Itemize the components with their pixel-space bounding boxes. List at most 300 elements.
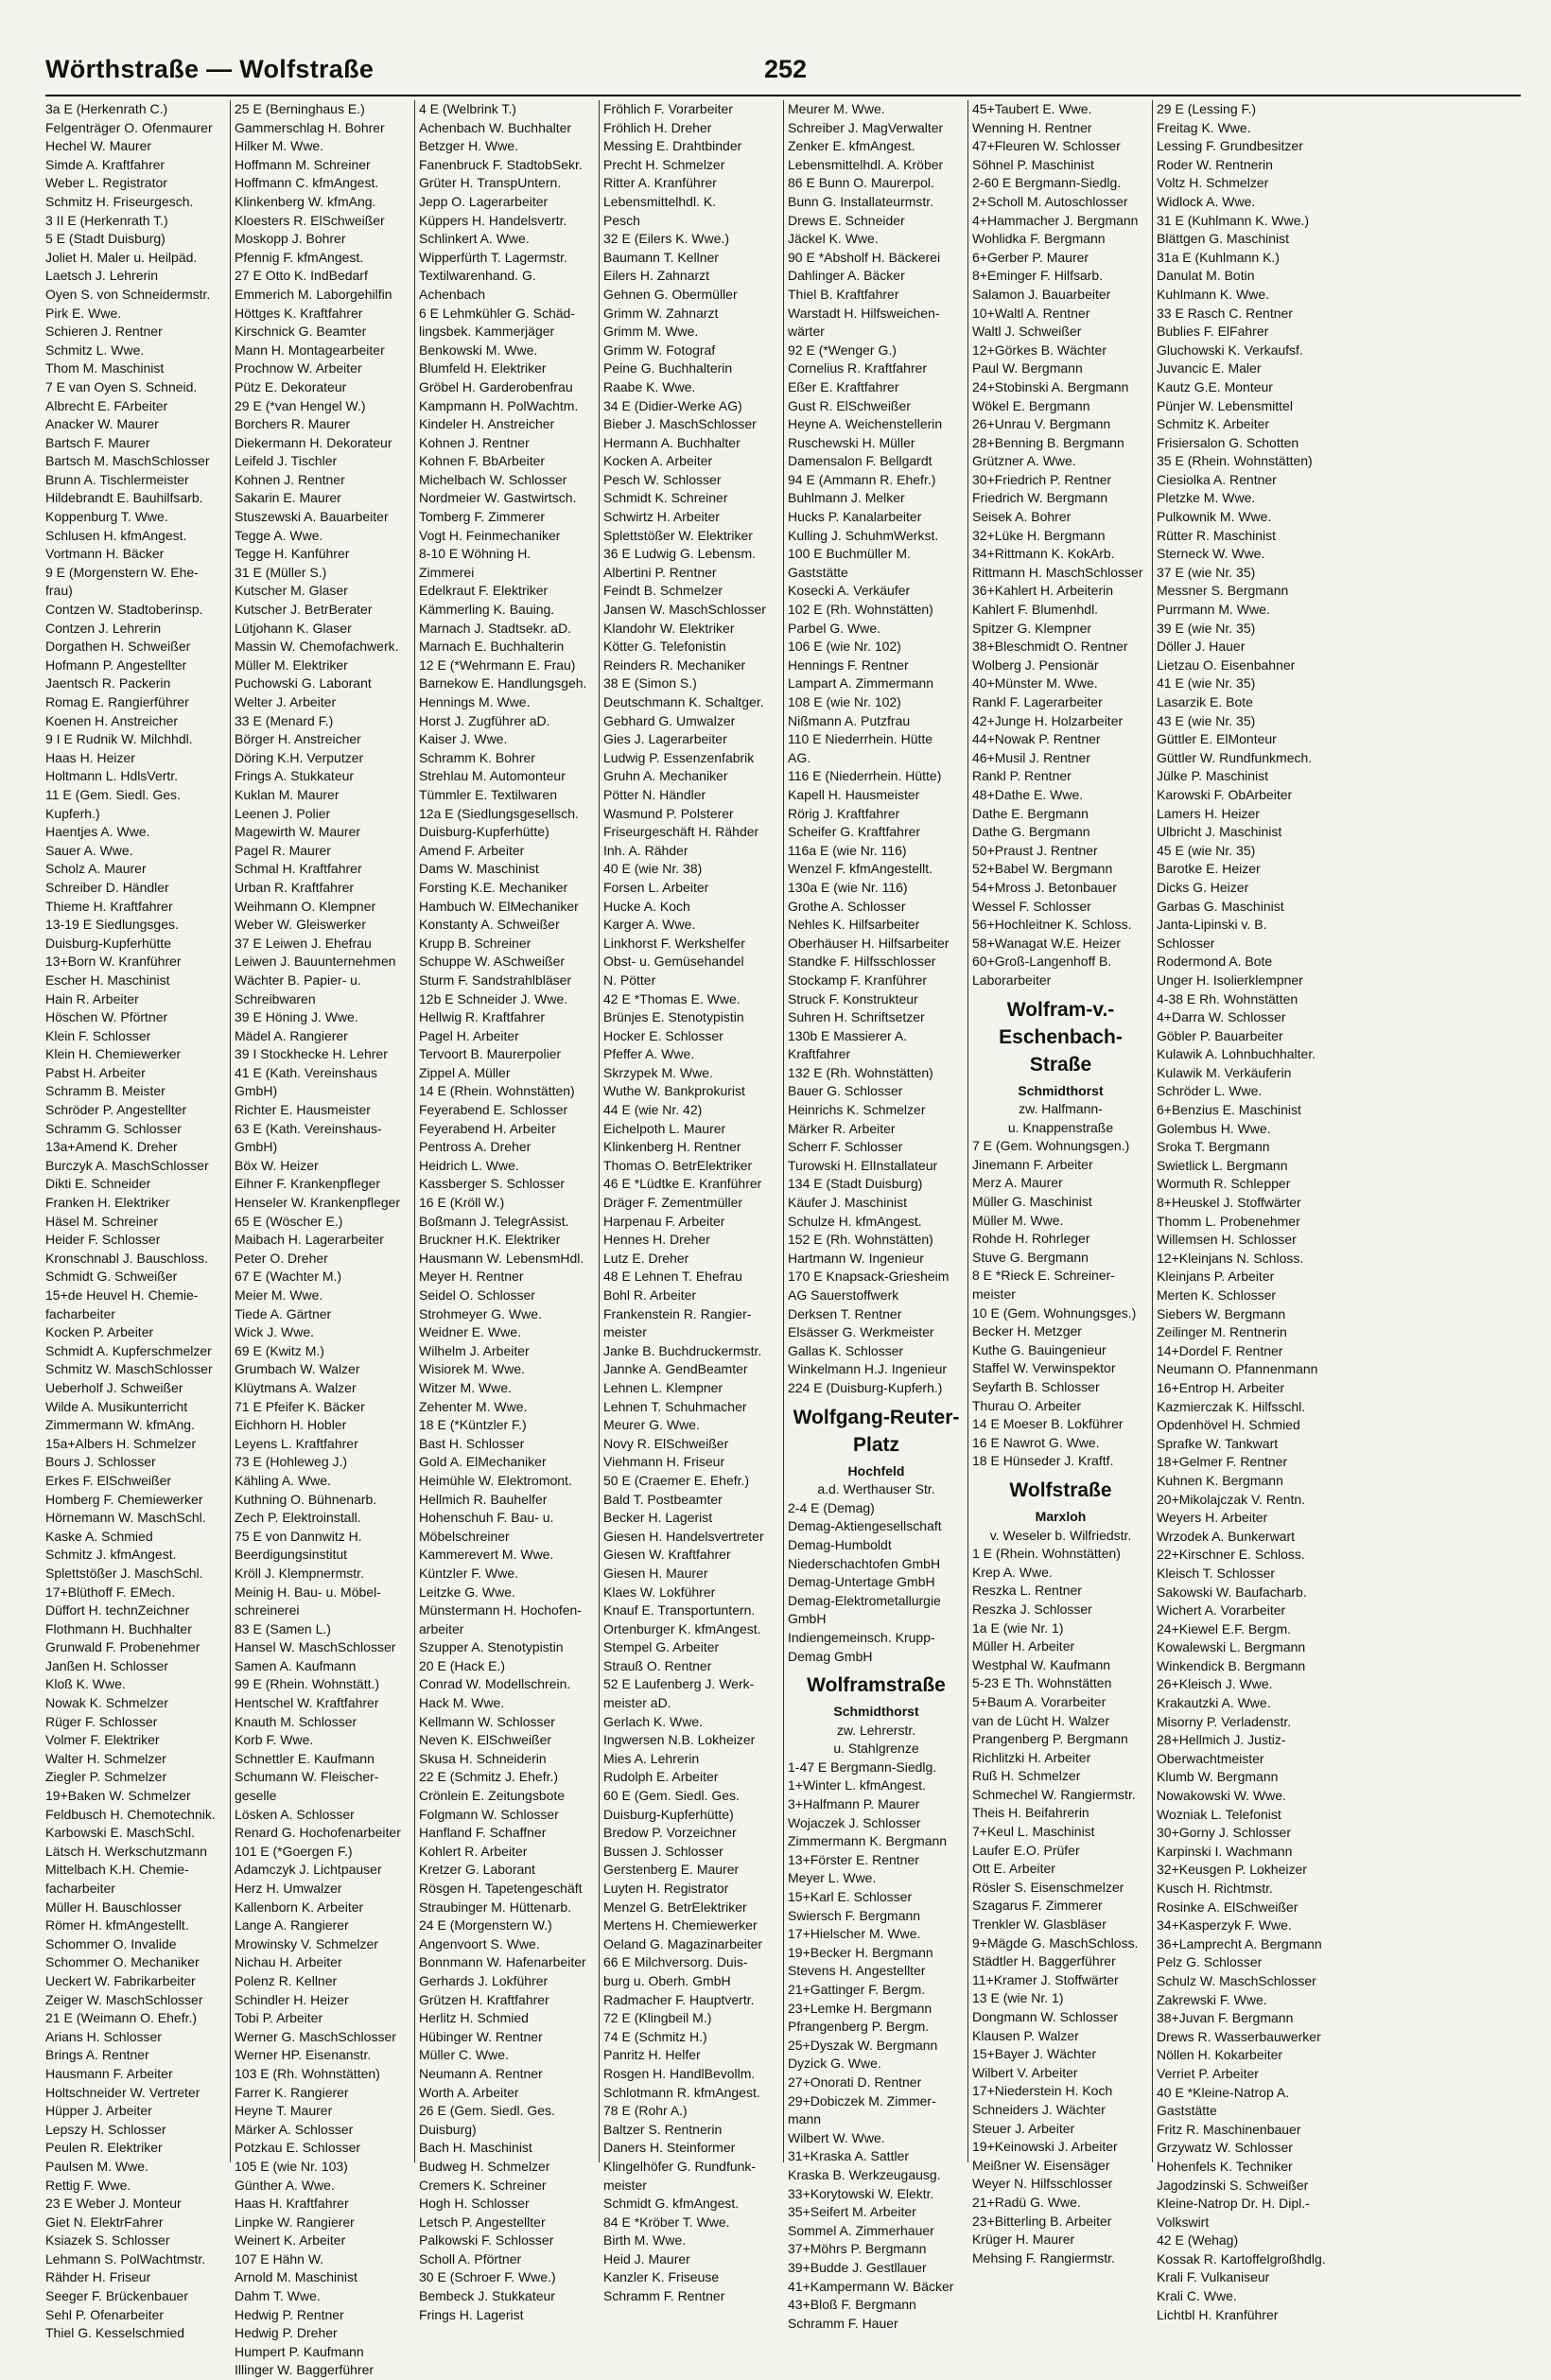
directory-entry: arbeiter — [419, 1620, 464, 1636]
directory-entry: Strohmeyer G. Wwe. — [419, 1305, 542, 1321]
directory-entry: Haas H. Heizer — [45, 749, 135, 765]
directory-entry: Weyer N. Hilfsschlosser — [972, 2176, 1113, 2192]
directory-entry: Luyten H. Registrator — [603, 1881, 729, 1896]
directory-entry: Kazmierczak K. Hilfsschl. — [1157, 1398, 1306, 1414]
directory-entry: Zimmerei — [419, 564, 475, 580]
directory-entry: Kohnen J. Rentner — [235, 471, 345, 487]
directory-entry: 18 E (*Küntzler F.) — [419, 1417, 527, 1433]
directory-entry: Budweg H. Schmelzer — [419, 2158, 550, 2174]
directory-entry: Grimm W. Zahnarzt — [603, 305, 719, 321]
directory-entry: Grimm W. Fotograf — [603, 341, 716, 358]
directory-entry: Klumb W. Bergmann — [1157, 1769, 1279, 1785]
directory-entry: Bast H. Schlosser — [419, 1435, 525, 1451]
directory-entry: Frings H. Lagerist — [419, 2306, 524, 2322]
directory-entry: Hucks P. Kanalarbeiter — [788, 509, 922, 525]
directory-entry: Wormuth R. Schlepper — [1157, 1176, 1291, 1192]
directory-entry: Schneiders J. Wächter — [972, 2101, 1106, 2117]
directory-entry: Holtschneider W. Vertreter — [45, 2084, 200, 2100]
directory-entry: Ingwersen N.B. Lokheizer — [603, 1732, 756, 1748]
directory-entry: Schlosser — [1157, 935, 1215, 951]
directory-entry: Römer H. kfmAngestellt. — [45, 1917, 189, 1934]
directory-entry: Eßer E. Kraftfahrer — [788, 378, 899, 394]
directory-entry: 19+Becker H. Bergmann — [788, 1944, 933, 1960]
directory-entry: 1a E (wie Nr. 1) — [972, 1619, 1064, 1636]
directory-entry: Arnold M. Maschinist — [235, 2269, 357, 2285]
directory-entry: Neumann A. Rentner — [419, 2065, 543, 2081]
directory-entry: Bartsch M. MaschSchlosser — [45, 453, 210, 469]
directory-entry: 105 E (wie Nr. 103) — [235, 2158, 348, 2174]
directory-entry: meister — [972, 1286, 1016, 1303]
directory-entry: Schramm F. Rentner — [603, 2288, 725, 2304]
header-rule — [45, 95, 1521, 96]
directory-entry: Gold A. ElMechaniker — [419, 1454, 547, 1470]
directory-entry: Bembeck J. Stukkateur — [419, 2288, 555, 2304]
directory-entry: 3+Halfmann P. Maurer — [788, 1796, 920, 1812]
directory-entry: 5+Baum A. Vorarbeiter — [972, 1693, 1107, 1709]
directory-entry: 23+Bitterling B. Arbeiter — [972, 2213, 1112, 2229]
directory-entry: Grützner A. Wwe. — [972, 453, 1076, 469]
directory-entry: Reszka J. Schlosser — [972, 1601, 1092, 1617]
directory-entry: Weyers H. Arbeiter — [1157, 1510, 1268, 1526]
directory-entry: Puchowski G. Laborant — [235, 675, 372, 691]
directory-entry: 24+Kiewel E.F. Bergm. — [1157, 1620, 1292, 1636]
directory-entry: Kutscher J. BetrBerater — [235, 602, 373, 618]
directory-entry: Niederschachtofen GmbH — [788, 1555, 941, 1571]
directory-entry: 58+Wanagat W.E. Heizer — [972, 935, 1122, 951]
directory-entry: 38+Bleschmidt O. Rentner — [972, 639, 1128, 655]
directory-entry: 36 E Ludwig G. Lebensm. — [603, 546, 757, 562]
directory-entry: Weidner E. Wwe. — [419, 1324, 521, 1340]
directory-entry: Potzkau E. Schlosser — [235, 2140, 361, 2156]
directory-entry: Ritter A. Kranführer — [603, 175, 717, 191]
directory-entry: Kuthe G. Bauingenieur — [972, 1341, 1107, 1357]
directory-entry: Garbas G. Maschinist — [1157, 898, 1284, 914]
directory-entry: Contzen J. Lehrerin — [45, 620, 162, 636]
directory-entry: Wilde A. Musikunterricht — [45, 1398, 188, 1414]
directory-entry: Reinders R. Mechaniker — [603, 656, 746, 673]
directory-entry: 15+Bayer J. Wächter — [972, 2046, 1097, 2062]
directory-entry: Wilbert W. Wwe. — [788, 2129, 885, 2145]
directory-entry: Koppenburg T. Wwe. — [45, 509, 168, 525]
directory-entry: Ulbricht J. Maschinist — [1157, 824, 1282, 840]
directory-entry: Eilers H. Zahnarzt — [603, 268, 710, 284]
directory-entry: Mittelbach K.H. Chemie- — [45, 1862, 189, 1878]
directory-entry: Michelbach W. Schlosser — [419, 471, 567, 487]
directory-entry: Tümmler E. Textilwaren — [419, 786, 558, 802]
directory-entry: Salamon J. Bauarbeiter — [972, 286, 1111, 302]
directory-entry: Werner G. MaschSchlosser — [235, 2028, 396, 2044]
directory-entry: Samen A. Kaufmann — [235, 1657, 357, 1673]
directory-entry: Müller M. Wwe. — [972, 1212, 1064, 1228]
directory-entry: Farrer K. Rangierer — [235, 2084, 349, 2100]
directory-entry: Pötter N. Händler — [603, 786, 706, 802]
directory-entry: Schnettler E. Kaufmann — [235, 1750, 375, 1766]
directory-entry: 44+Nowak P. Rentner — [972, 731, 1101, 747]
directory-entry: Münstermann H. Hochofen- — [419, 1602, 582, 1619]
directory-entry: Lebensmittelhdl. K. — [603, 193, 717, 209]
directory-entry: Rüger F. Schlosser — [45, 1713, 158, 1729]
directory-entry: 35 E (Rhein. Wohnstätten) — [1157, 453, 1313, 469]
directory-entry: Heyne A. Weichenstellerin — [788, 416, 943, 432]
directory-entry: Szupper A. Stenotypistin — [419, 1639, 564, 1655]
directory-entry: 116a E (wie Nr. 116) — [788, 842, 907, 858]
directory-entry: Kupferh.) — [45, 805, 100, 821]
directory-entry: 4+Hammacher J. Bergmann — [972, 212, 1139, 228]
directory-entry: Borchers R. Maurer — [235, 416, 351, 432]
directory-entry: 40+Münster M. Wwe. — [972, 675, 1098, 691]
directory-entry: Rittmann H. MaschSchlosser — [972, 564, 1143, 580]
directory-entry: 35+Seifert M. Arbeiter — [788, 2204, 916, 2220]
directory-entry: 116 E (Niederrhein. Hütte) — [788, 768, 942, 784]
directory-entry: Urban R. Kraftfahrer — [235, 879, 355, 895]
directory-entry: 8-10 E Wöhning H. — [419, 546, 532, 562]
directory-entry: Schmitz J. kfmAngest. — [45, 1547, 177, 1563]
directory-entry: Struck F. Konstrukteur — [788, 990, 918, 1006]
street-location-note: u. Stahlgrenze — [833, 1741, 919, 1757]
directory-entry: Pagel H. Arbeiter — [419, 1027, 519, 1043]
directory-entry: 8 E *Rieck E. Schreiner- — [972, 1268, 1115, 1284]
directory-entry: 152 E (Rh. Wohnstätten) — [788, 1232, 933, 1248]
directory-entry: 15+de Heuvel H. Chemie- — [45, 1287, 199, 1303]
directory-entry: 71 E Pfeifer K. Bäcker — [235, 1398, 365, 1414]
directory-entry: Rohde H. Rohrleger — [972, 1231, 1090, 1247]
directory-entry: 9 E (Morgenstern W. Ehe- — [45, 564, 199, 580]
directory-entry: Schmidt G. Schweißer — [45, 1269, 178, 1285]
directory-entry: Klüytmans A. Walzer — [235, 1379, 357, 1395]
directory-entry: Gies J. Lagerarbeiter — [603, 731, 727, 747]
directory-entry: Hain R. Arbeiter — [45, 990, 139, 1006]
directory-entry: Widlock A. Wwe. — [1157, 193, 1256, 209]
directory-entry: Güttler W. Rundfunkmech. — [1157, 749, 1313, 765]
directory-entry: Haas H. Kraftfahrer — [235, 2196, 349, 2212]
directory-entry: Stockamp F. Kranführer — [788, 971, 928, 988]
directory-entry: Benkowski M. Wwe. — [419, 341, 538, 358]
directory-entry: Drews R. Wasserbauwerker — [1157, 2028, 1321, 2044]
directory-entry: Thomas O. BetrElektriker — [603, 1157, 753, 1173]
directory-entry: Gust R. ElSchweißer — [788, 397, 911, 413]
directory-entry: Forsen L. Arbeiter — [603, 879, 709, 895]
directory-entry: Bieber J. MaschSchlosser — [603, 416, 757, 432]
directory-entry: Eichelpoth L. Maurer — [603, 1120, 726, 1136]
directory-entry: Ueberholf J. Schweißer — [45, 1379, 183, 1395]
directory-entry: 30+Gorny J. Schlosser — [1157, 1825, 1292, 1841]
directory-entry: Beerdigungsinstitut — [235, 1547, 348, 1563]
directory-entry: Mrowinsky V. Schmelzer — [235, 1935, 378, 1951]
directory-entry: 40 E (wie Nr. 38) — [603, 861, 703, 877]
directory-entry: 30 E (Schroer F. Wwe.) — [419, 2269, 556, 2285]
directory-entry: Renard G. Hochofenarbeiter — [235, 1825, 401, 1841]
directory-entry: Leiwen J. Bauunternehmen — [235, 954, 396, 970]
directory-entry: Thiel G. Kesselschmied — [45, 2325, 185, 2341]
directory-entry: 28+Benning B. Bergmann — [972, 434, 1124, 450]
directory-entry: Ruschewski H. Müller — [788, 434, 915, 450]
directory-entry: Skrzypek M. Wwe. — [603, 1064, 713, 1080]
directory-entry: Kraska B. Werkzeugausg. — [788, 2166, 941, 2182]
directory-entry: 74 E (Schmitz H.) — [603, 2028, 707, 2044]
directory-entry: 22 E (Schmitz J. Ehefr.) — [419, 1769, 559, 1785]
directory-entry: Spitzer G. Klempner — [972, 620, 1092, 636]
directory-entry: Paul W. Bergmann — [972, 360, 1083, 376]
directory-entry: Lampart A. Zimmermann — [788, 675, 934, 691]
directory-entry: 18 E Hünseder J. Kraftf. — [972, 1453, 1114, 1469]
directory-entry: 107 E Hähn W. — [235, 2250, 324, 2266]
directory-entry: Meurer M. Wwe. — [788, 101, 885, 116]
directory-entry: Szagarus F. Zimmerer — [972, 1898, 1103, 1914]
directory-entry: Weinert K. Arbeiter — [235, 2232, 346, 2249]
directory-entry: Wuthe W. Bankprokurist — [603, 1083, 745, 1099]
directory-entry: Neven K. ElSchweißer — [419, 1732, 552, 1748]
directory-entry: 66 E Milchversorg. Duis- — [603, 1954, 748, 1970]
column-5 — [783, 100, 967, 2331]
directory-entry: Thomm L. Probenehmer — [1157, 1213, 1300, 1229]
directory-entry: Merten K. Schlosser — [1157, 1287, 1277, 1303]
directory-entry: Schindler H. Heizer — [235, 1991, 349, 2007]
directory-entry: Karowski F. ObArbeiter — [1157, 786, 1293, 802]
directory-entry: Henseler W. Krankenpfleger — [235, 1195, 401, 1211]
directory-entry: 37 E Leiwen J. Ehefrau — [235, 935, 372, 951]
directory-entry: Schramm B. Meister — [45, 1083, 166, 1099]
directory-entry: Giesen H. Maurer — [603, 1565, 708, 1581]
directory-entry: Pünjer W. Lebensmittel — [1157, 397, 1293, 413]
directory-entry: 31 E (Kuhlmann K. Wwe.) — [1157, 212, 1310, 228]
directory-entry: Märker A. Schlosser — [235, 2121, 354, 2137]
directory-entry: Meier M. Wwe. — [235, 1287, 323, 1303]
directory-entry: 92 E (*Wenger G.) — [788, 341, 897, 358]
directory-entry: Wichert A. Vorarbeiter — [1157, 1602, 1286, 1619]
directory-entry: Kronschnabl J. Bauschloss. — [45, 1250, 208, 1266]
directory-entry: 43 E (wie Nr. 35) — [1157, 712, 1256, 728]
directory-entry: Fröhlich F. Vorarbeiter — [603, 101, 733, 116]
directory-entry: Sakarin E. Maurer — [235, 490, 341, 506]
directory-entry: 23+Lemke H. Bergmann — [788, 2000, 932, 2016]
directory-entry: Feyerabend H. Arbeiter — [419, 1120, 556, 1136]
directory-entry: Kloß K. Wwe. — [45, 1676, 126, 1692]
directory-entry: 48 E Lehnen T. Ehefrau — [603, 1269, 742, 1285]
directory-entry: 43+Bloß F. Bergmann — [788, 2297, 916, 2313]
directory-entry: Thurau O. Arbeiter — [972, 1397, 1082, 1413]
directory-entry: Dathe G. Bergmann — [972, 824, 1090, 840]
directory-entry: Karbowski E. MaschSchl. — [45, 1825, 195, 1841]
directory-entry: Klinkenberg H. Rentner — [603, 1139, 741, 1155]
directory-entry: Derksen T. Rentner — [788, 1305, 902, 1321]
column-4 — [599, 100, 783, 2304]
directory-entry: 32+Keusgen P. Lokheizer — [1157, 1862, 1307, 1878]
directory-entry: 31a E (Kuhlmann K.) — [1157, 249, 1280, 265]
directory-entry: Hermann A. Buchhalter — [603, 434, 741, 450]
directory-entry: 65 E (Wöscher E.) — [235, 1213, 343, 1229]
directory-entry: Dahm T. Wwe. — [235, 2288, 321, 2304]
directory-entry: Peter O. Dreher — [235, 1250, 328, 1266]
directory-entry: 102 E (Rh. Wohnstätten) — [788, 602, 933, 618]
directory-entry: Haentjes A. Wwe. — [45, 824, 150, 840]
directory-entry: Kanzler K. Friseuse — [603, 2269, 720, 2285]
directory-entry: 12b E Schneider J. Wwe. — [419, 990, 568, 1006]
directory-entry: Hennings F. Rentner — [788, 656, 909, 673]
directory-entry: Prochnow W. Arbeiter — [235, 360, 362, 376]
directory-entry: Pirk E. Wwe. — [45, 305, 122, 321]
directory-entry: Krali C. Wwe. — [1157, 2288, 1237, 2304]
directory-entry: Roder W. Rentnerin — [1157, 156, 1273, 172]
directory-entry: 63 E (Kath. Vereinshaus- — [235, 1120, 382, 1136]
directory-entry: 28+Hellmich J. Justiz- — [1157, 1732, 1286, 1748]
street-heading: Wolframstraße — [807, 1674, 946, 1697]
directory-entry: Krüger H. Maurer — [972, 2231, 1075, 2248]
directory-entry: Herz H. Umwalzer — [235, 1881, 342, 1896]
directory-entry: Zech P. Elektroinstall. — [235, 1510, 361, 1526]
directory-entry: 21 E (Weimann O. Ehefr.) — [45, 2010, 198, 2026]
directory-entry: Folgmann W. Schlosser — [419, 1806, 559, 1822]
directory-entry: Pentross A. Dreher — [419, 1139, 532, 1155]
directory-entry: Hedwig P. Rentner — [235, 2306, 344, 2322]
directory-entry: Werner HP. Eisenanstr. — [235, 2047, 372, 2063]
directory-entry: Wisiorek M. Wwe. — [419, 1361, 525, 1377]
directory-entry: Seisek A. Bohrer — [972, 509, 1072, 525]
directory-entry: Sterneck W. Wwe. — [1157, 546, 1265, 562]
directory-entry: Scholl A. Pförtner — [419, 2250, 522, 2266]
directory-entry: 16 E (Kröll W.) — [419, 1195, 505, 1211]
directory-entry: Zenker E. kfmAngest. — [788, 138, 915, 154]
directory-entry: Splettstößer W. Elektriker — [603, 527, 753, 543]
directory-entry: Zehenter M. Wwe. — [419, 1398, 528, 1414]
directory-entry: Thom M. Maschinist — [45, 360, 165, 376]
directory-entry: 134 E (Stadt Duisburg) — [788, 1176, 923, 1192]
directory-entry: frau) — [45, 583, 73, 599]
directory-entry: 10 E (Gem. Wohnungsges.) — [972, 1304, 1137, 1321]
directory-entry: Dyzick G. Wwe. — [788, 2056, 881, 2072]
directory-entry: Jäckel K. Wwe. — [788, 231, 879, 247]
directory-entry: Vortmann H. Bäcker — [45, 546, 165, 562]
directory-entry: Thieme H. Kraftfahrer — [45, 898, 173, 914]
directory-entry: Eichhorn H. Hobler — [235, 1417, 347, 1433]
directory-entry: Müller H. Bauschlosser — [45, 1899, 182, 1915]
directory-entry: 94 E (Ammann R. Ehefr.) — [788, 471, 936, 487]
directory-entry: Duisburg) — [419, 2121, 477, 2137]
directory-entry: 18+Gelmer F. Rentner — [1157, 1454, 1288, 1470]
directory-entry: Staffel W. Verwinspektor — [972, 1360, 1116, 1376]
directory-entry: Barotke E. Heizer — [1157, 861, 1261, 877]
directory-entry: Weber L. Registrator — [45, 175, 167, 191]
directory-entry: Feyerabend E. Schlosser — [419, 1102, 568, 1118]
directory-entry: Drews E. Schneider — [788, 212, 905, 228]
directory-entry: Schreiber D. Händler — [45, 879, 169, 895]
directory-entry: Lepszy H. Schlosser — [45, 2121, 166, 2137]
directory-entry: Duisburg-Kupferhütte) — [419, 824, 549, 840]
directory-entry: Grüter H. TranspUntern. — [419, 175, 562, 191]
directory-entry: Schumann W. Fleischer- — [235, 1769, 379, 1785]
directory-entry: 130b E Massierer A. — [788, 1027, 908, 1043]
directory-entry: Albrecht E. FArbeiter — [45, 397, 168, 413]
directory-entry: Döring K.H. Verputzer — [235, 749, 364, 765]
directory-entry: Raabe K. Wwe. — [603, 378, 696, 394]
directory-entry: Gammerschlag H. Bohrer — [235, 119, 385, 135]
directory-entry: Kröll J. Klempnermstr. — [235, 1565, 364, 1581]
page-header — [45, 55, 1521, 95]
directory-entry: Rankl P. Rentner — [972, 768, 1072, 784]
directory-entry: Leyens L. Kraftfahrer — [235, 1435, 358, 1451]
directory-entry: Kohlert R. Arbeiter — [419, 1843, 528, 1859]
directory-entry: Lehmann S. PolWachtmstr. — [45, 2250, 206, 2266]
directory-entry: 4 E (Welbrink T.) — [419, 101, 516, 116]
directory-entry: Verriet P. Arbeiter — [1157, 2065, 1259, 2081]
directory-entry: Thiel B. Kraftfahrer — [788, 286, 899, 302]
directory-entry: 47+Fleuren W. Schlosser — [972, 138, 1121, 154]
directory-entry: Käufer J. Maschinist — [788, 1195, 908, 1211]
directory-entry: Letsch P. Angestellter — [419, 2214, 546, 2230]
directory-entry: Dams W. Maschinist — [419, 861, 539, 877]
directory-entry: 34 E (Didier-Werke AG) — [603, 397, 742, 413]
directory-entry: Pletzke M. Wwe. — [1157, 490, 1256, 506]
directory-entry: 42+Junge H. Holzarbeiter — [972, 712, 1124, 728]
directory-entry: Rütter R. Maschinist — [1157, 527, 1277, 543]
directory-entry: Wipperfürth T. Lagermstr. — [419, 249, 567, 265]
directory-entry: 32 E (Eilers K. Wwe.) — [603, 231, 730, 247]
directory-entry: Splettstößer J. MaschSchl. — [45, 1565, 203, 1581]
directory-entry: Bunn G. Installateurmstr. — [788, 193, 934, 209]
directory-entry: Kuhnen K. Bergmann — [1157, 1472, 1283, 1488]
directory-entry: 7+Keul L. Maschinist — [972, 1824, 1095, 1840]
directory-entry: 84 E *Kröber T. Wwe. — [603, 2214, 730, 2230]
directory-entry: 8+Heuskel J. Stoffwärter — [1157, 1195, 1301, 1211]
directory-entry: Karpinski I. Wachmann — [1157, 1843, 1293, 1859]
directory-entry: Gröbel H. Garderobenfrau — [419, 378, 573, 394]
directory-entry: Homberg F. Chemiewerker — [45, 1491, 203, 1507]
district-heading: Schmidthorst — [833, 1704, 919, 1720]
directory-entry: Bald T. Postbeamter — [603, 1491, 723, 1507]
directory-entry: Höschen W. Pförtner — [45, 1009, 168, 1025]
directory-entry: Schulz W. MaschSchlosser — [1157, 1972, 1316, 1988]
directory-entry: Kohnen F. BbArbeiter — [419, 453, 546, 469]
directory-entry: Kirschnick G. Beamter — [235, 324, 367, 340]
directory-entry: Kammerevert M. Wwe. — [419, 1547, 554, 1563]
directory-entry: 9+Mägde G. MaschSchloss. — [972, 1934, 1139, 1951]
directory-entry: Turowski H. ElInstallateur — [788, 1157, 938, 1173]
directory-entry: Hentschel W. Kraftfahrer — [235, 1695, 379, 1711]
directory-entry: Tobi P. Arbeiter — [235, 2010, 323, 2026]
directory-entry: Lätsch H. Werkschutzmann — [45, 1843, 207, 1859]
directory-entry: Damensalon F. Bellgardt — [788, 453, 932, 469]
directory-entry: Voltz H. Schmelzer — [1157, 175, 1269, 191]
directory-entry: Müller H. Arbeiter — [972, 1638, 1075, 1654]
directory-columns — [45, 100, 1521, 2378]
directory-entry: Schröder L. Wwe. — [1157, 1083, 1263, 1099]
directory-entry: Schulze H. kfmAngest. — [788, 1213, 922, 1229]
directory-entry: Söhnel P. Maschinist — [972, 156, 1094, 172]
directory-entry: van de Lücht H. Walzer — [972, 1712, 1109, 1728]
directory-entry: Panritz H. Helfer — [603, 2047, 701, 2063]
directory-entry: Pelz G. Schlosser — [1157, 1954, 1263, 1970]
directory-entry: Heinrichs K. Schmelzer — [788, 1102, 926, 1118]
directory-entry: 54+Mross J. Betonbauer — [972, 879, 1117, 895]
directory-entry: Häsel M. Schreiner — [45, 1213, 159, 1229]
directory-entry: Volkswirt — [1157, 2214, 1210, 2230]
directory-entry: Küppers H. Handelsvertr. — [419, 212, 567, 228]
directory-entry: Mann H. Montagearbeiter — [235, 341, 385, 358]
directory-entry: 14 E Moeser B. Lokführer — [972, 1416, 1124, 1432]
directory-entry: Becker H. Lagerist — [603, 1510, 713, 1526]
directory-entry: Demag-Humboldt — [788, 1536, 892, 1552]
directory-entry: Burczyk A. MaschSchlosser — [45, 1157, 209, 1173]
directory-entry: 27+Onorati D. Rentner — [788, 2074, 922, 2090]
directory-entry: Knauf E. Transportuntern. — [603, 1602, 756, 1619]
directory-entry: 60 E (Gem. Siedl. Ges. — [603, 1788, 740, 1804]
district-heading: Schmidthorst — [1018, 1082, 1104, 1098]
directory-entry: Oberhäuser H. Hilfsarbeiter — [788, 935, 950, 951]
directory-entry: 78 E (Rohr A.) — [603, 2103, 688, 2119]
directory-entry: Kuklan M. Maurer — [235, 786, 340, 802]
directory-entry: Kocken P. Arbeiter — [45, 1324, 154, 1340]
directory-entry: Nordmeier W. Gastwirtsch. — [419, 490, 577, 506]
directory-entry: 16 E Nawrot G. Wwe. — [972, 1434, 1100, 1450]
